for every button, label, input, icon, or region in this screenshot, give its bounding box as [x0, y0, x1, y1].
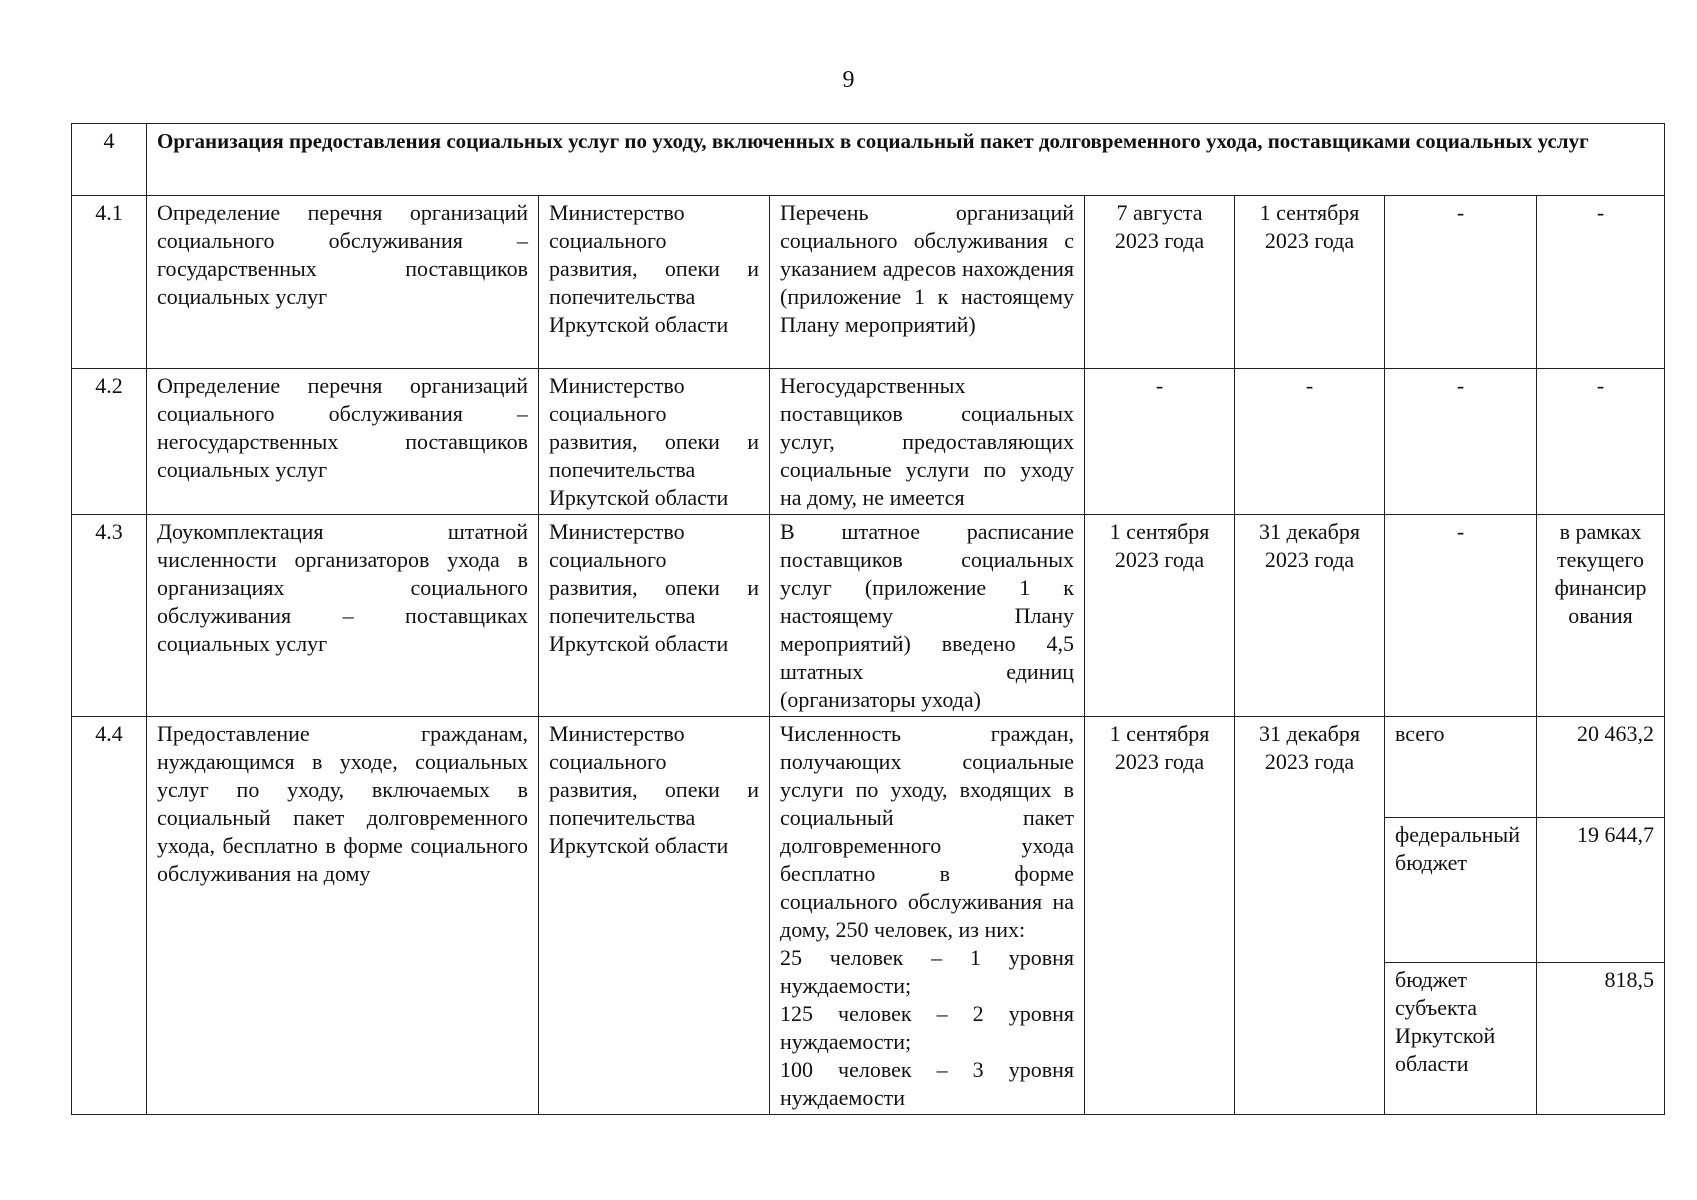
result-cell: [770, 717, 1085, 1115]
table-row: [72, 515, 1665, 717]
result-cell: Негосударственных поставщиков социальных услуг, предоставляющих социальные услуги по уходу на дому, не имеется: [770, 369, 1085, 515]
result-need-level-2: 125 человек – 2 уровня нуждаемости;: [780, 1001, 1074, 1054]
table-row: [72, 196, 1665, 369]
funding-source-cell: -: [1385, 369, 1537, 515]
funding-source-cell: -: [1385, 196, 1537, 369]
executor-cell: Министерство социального развития, опеки и попечительства Иркутской области: [539, 717, 770, 1115]
funding-amount-cell: в рамках текущего финансир ования: [1537, 515, 1665, 717]
table-row: [72, 717, 1665, 818]
end-date-cell: 31 декабря 2023 года: [1235, 717, 1385, 1115]
result-cell: В штатное расписание поставщиков социальных услуг (приложение 1 к настоящему Плану мероприятий) введено 4,5 штатных единиц (организаторы ухода): [770, 515, 1085, 717]
funding-amount-regional: 818,5: [1537, 963, 1665, 1115]
end-date-cell: 31 декабря 2023 года: [1235, 515, 1385, 717]
funding-source-total: всего: [1385, 717, 1537, 818]
end-date-cell: -: [1235, 369, 1385, 515]
activity-cell: Предоставление гражданам, нуждающимся в уходе, социальных услуг по уходу, включаемых в социальный пакет долговременного ухода, бесплатно в форме социального обслуживания на дому: [147, 717, 539, 1115]
funding-amount-cell: -: [1537, 369, 1665, 515]
start-date-cell: 1 сентября 2023 года: [1085, 717, 1235, 1115]
result-need-level-1: 25 человек – 1 уровня нуждаемости;: [780, 945, 1074, 998]
row-number: 4.2: [72, 369, 147, 515]
row-number: 4.4: [72, 717, 147, 1115]
row-number: 4.3: [72, 515, 147, 717]
funding-source-federal: федеральный бюджет: [1385, 817, 1537, 963]
result-need-level-3: 100 человек – 3 уровня нуждаемости: [780, 1057, 1074, 1110]
plan-table: [71, 123, 1665, 1115]
row-number: 4.1: [72, 196, 147, 369]
executor-cell: Министерство социального развития, опеки и попечительства Иркутской области: [539, 196, 770, 369]
result-cell: Перечень организаций социального обслуживания с указанием адресов нахождения (приложение 1 к настоящему Плану мероприятий): [770, 196, 1085, 369]
start-date-cell: -: [1085, 369, 1235, 515]
funding-amount-federal: 19 644,7: [1537, 817, 1665, 963]
start-date-cell: 1 сентября 2023 года: [1085, 515, 1235, 717]
executor-cell: Министерство социального развития, опеки и попечительства Иркутской области: [539, 515, 770, 717]
section-number: 4: [72, 124, 147, 196]
funding-amount-total: 20 463,2: [1537, 717, 1665, 818]
section-title: Организация предоставления социальных услуг по уходу, включенных в социальный пакет долговременного ухода, поставщиками социальных услуг: [147, 124, 1665, 196]
funding-amount-cell: -: [1537, 196, 1665, 369]
page-number: 9: [842, 67, 855, 93]
result-intro: Численность граждан, получающих социальные услуги по уходу, входящих в социальный пакет долговременного ухода бесплатно в форме социального обслуживания на дому, 250 человек, из них:: [780, 721, 1074, 942]
section-header-row: [72, 124, 1665, 196]
funding-source-cell: -: [1385, 515, 1537, 717]
activity-cell: Доукомплектация штатной численности организаторов ухода в организациях социального обслуживания – поставщиках социальных услуг: [147, 515, 539, 717]
funding-source-regional: бюджет субъекта Иркутской области: [1385, 963, 1537, 1115]
executor-cell: Министерство социального развития, опеки и попечительства Иркутской области: [539, 369, 770, 515]
table-row: [72, 369, 1665, 515]
end-date-cell: 1 сентября 2023 года: [1235, 196, 1385, 369]
start-date-cell: 7 августа 2023 года: [1085, 196, 1235, 369]
activity-cell: Определение перечня организаций социального обслуживания – негосударственных поставщиков социальных услуг: [147, 369, 539, 515]
activity-cell: Определение перечня организаций социального обслуживания – государственных поставщиков социальных услуг: [147, 196, 539, 369]
